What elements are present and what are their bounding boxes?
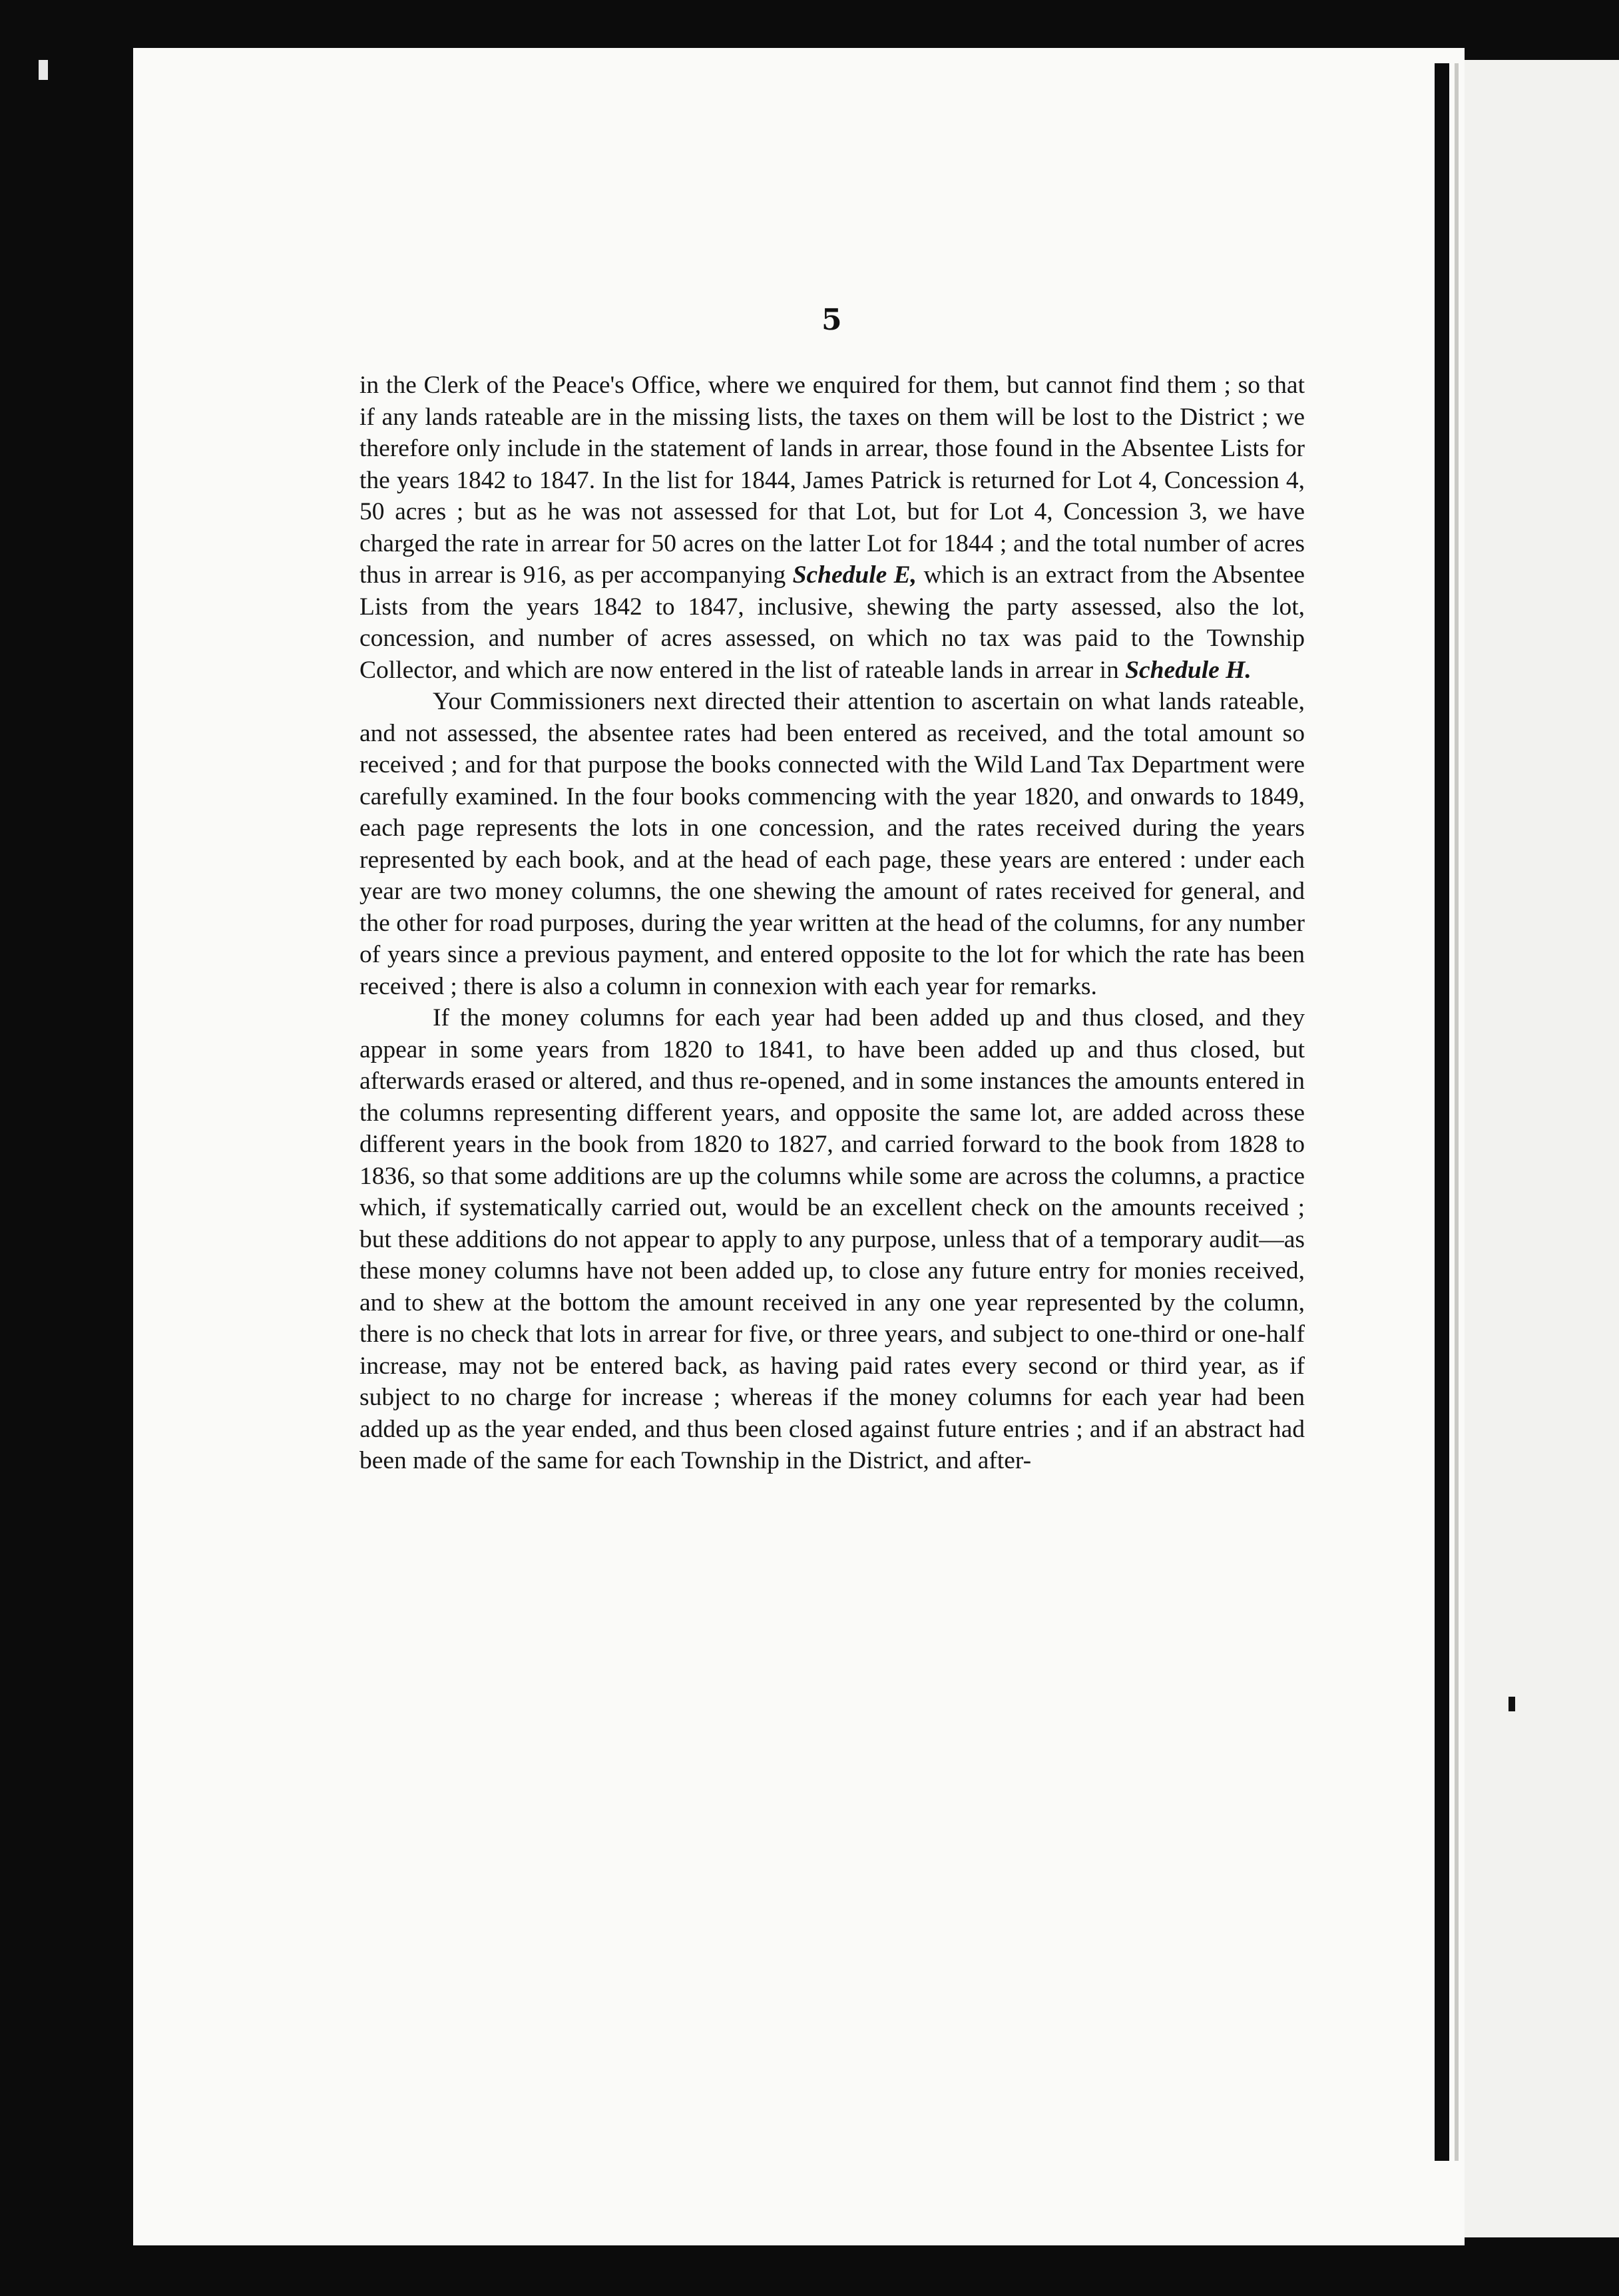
page-fold-shadow (1435, 63, 1449, 2161)
margin-mark (1508, 1697, 1515, 1711)
scan-edge-mark (39, 60, 48, 80)
paragraph-3: If the money columns for each year had been added up and thus closed, and they appear in some years from 1820 to 1841, to have been added up and thus closed, but afterwards erased or altered, and thus re-opened, and in some instances the amounts entered in the columns representing different years, and opposite the same lot, are added across these different years in the book from 1820 to 1827, and carried forward to the book from 1828 to 1836, so that some additions are up the columns while some are across the columns, a practice which, if systematically carried out, would be an excellent check on the amounts received ; but these additions do not appear to apply to any purpose, unless that of a temporary audit—as these money columns have not been added up, to close any future entry for monies received, and to shew at the bottom the amount received in any one year represented by the column, there is no check that lots in arrear for five, or three years, and subject to one-third or one-half increase, may not be entered back, as having paid rates every second or third year, as if subject to no charge for increase ; whereas if the money columns for each year had been added up as the year ended, and thus been closed against future entries ; and if an abstract had been made of the same for each Township in the District, and after- (359, 1004, 1305, 1474)
paragraph-1: in the Clerk of the Peace's Office, where we enquired for them, but cannot find them ; so that if any lands rateable are in the missing lists, the taxes on them will be lost to the District ; we therefore only include in the statement of lands in arrear, those found in the Absentee Lists for the years 1842 to 1847. In the list for 1844, James Patrick is returned for Lot 4, Concession 4, 50 acres ; but as he was not assessed for that Lot, but for Lot 4, Concession 3, we have charged the rate in arrear for 50 acres on the latter Lot for 1844 ; and the total number of acres thus in arrear is 916, as per accompanying Schedule E, which is an extract from the Absentee Lists from the years 1842 to 1847, inclusive, shewing the party assessed, also the lot, concession, and number of acres assessed, on which no tax was paid to the Township Collector, and which are now entered in the list of rateable lands in arrear in Schedule H. (359, 372, 1305, 684)
paragraph-2: Your Commissioners next directed their attention to ascertain on what lands rateable, and not assessed, the absentee rates had been entered as received, and the total amount so received ; and for that purpose the books connected with the Wild Land Tax Department were carefully examined. In the four books commencing with the year 1820, and onwards to 1849, each page represents the lots in one concession, and the rates received during the years represented by each book, and at the head of each page, these years are entered : under each year are two money columns, the one shewing the amount of rates received for general, and the other for road purposes, during the year written at the head of the columns, for any number of years since a previous payment, and entered opposite to the lot for which the rate has been received ; there is also a column in connexion with each year for remarks. (359, 688, 1305, 1000)
page-fold-edge (1455, 63, 1459, 2161)
facing-page-edge (1465, 60, 1619, 2237)
page-number: 5 (821, 303, 842, 337)
body-text (359, 370, 1305, 1477)
